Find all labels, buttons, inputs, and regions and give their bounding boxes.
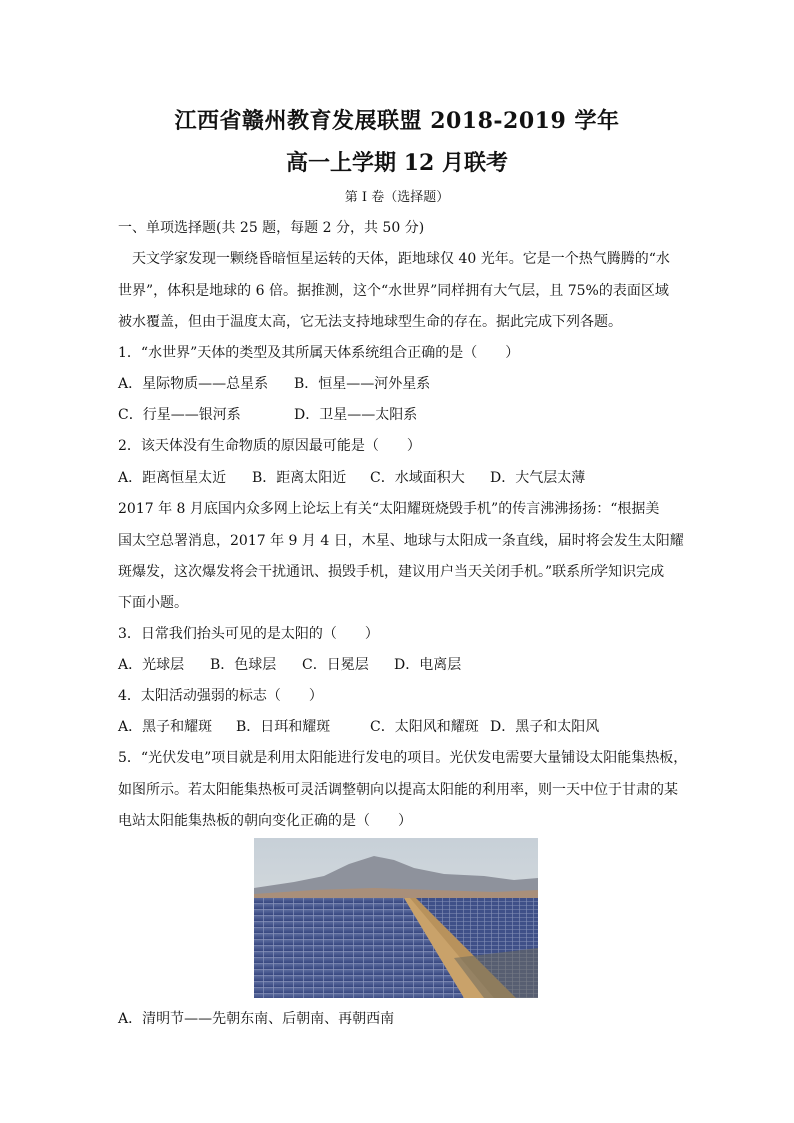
section-heading: 一、单项选择题(共 25 题，每题 2 分，共 50 分) [118, 220, 425, 236]
q2-option-d[interactable]: D．大气层太薄 [490, 470, 586, 486]
question-4-stem: 4．太阳活动强弱的标志（ ） [118, 688, 323, 704]
q1-option-b[interactable]: B．恒星——河外星系 [294, 376, 431, 392]
question-2-options-row [118, 468, 678, 488]
question-3-options-row [118, 655, 678, 675]
passage2-line: 斑爆发，这次爆发将会干扰通讯、损毁手机，建议用户当天关闭手机。”联系所学知识完成 [118, 564, 665, 580]
passage2-line: 2017 年 8 月底国内众多网上论坛上有关“太阳耀斑烧毁手机”的传言沸沸扬扬：“根据美 [118, 501, 660, 517]
question-1-options-row [118, 405, 678, 425]
question-5-stem-line: 如图所示。若太阳能集热板可灵活调整朝向以提高太阳能的利用率，则一天中位于甘肃的某 [118, 782, 678, 798]
q4-option-b[interactable]: B．日珥和耀斑 [236, 719, 331, 735]
passage2-line: 国太空总署消息，2017 年 9 月 4 日，木星、地球与太阳成一条直线，届时将会发生太阳耀 [118, 533, 684, 549]
exam-title: 江西省赣州教育发展联盟 2018-2019 学年 [174, 108, 620, 134]
q4-option-c[interactable]: C．太阳风和耀斑 [370, 719, 479, 735]
solar-farm-photo [254, 838, 538, 998]
q1-option-a[interactable]: A．星际物质——总星系 [118, 376, 269, 392]
q5-option-a[interactable]: A．清明节——先朝东南、后朝南、再朝西南 [118, 1011, 395, 1027]
question-2-stem: 2．该天体没有生命物质的原因最可能是（ ） [118, 438, 421, 454]
q1-option-c[interactable]: C．行星——银河系 [118, 407, 241, 423]
q2-option-a[interactable]: A．距离恒星太近 [118, 470, 227, 486]
exam-subtitle: 高一上学期 12 月联考 [286, 150, 508, 176]
q2-option-b[interactable]: B．距离太阳近 [252, 470, 347, 486]
q4-option-a[interactable]: A．黑子和耀斑 [118, 719, 213, 735]
question-5-stem-line: 电站太阳能集热板的朝向变化正确的是（ ） [118, 813, 412, 829]
q3-option-c[interactable]: C．日冕层 [302, 657, 369, 673]
question-4-options-row [118, 717, 678, 737]
passage1-line: 世界”，体积是地球的 6 倍。据推测，这个“水世界”同样拥有大气层，且 75%的表面区域 [118, 283, 669, 299]
q3-option-d[interactable]: D．电离层 [394, 657, 462, 673]
volume-label: 第 I 卷（选择题） [344, 190, 450, 205]
q2-option-c[interactable]: C．水域面积大 [370, 470, 465, 486]
q1-option-d[interactable]: D．卫星——太阳系 [294, 407, 418, 423]
question-5-stem-line: 5．“光伏发电”项目就是利用太阳能进行发电的项目。光伏发电需要大量铺设太阳能集热板， [118, 750, 688, 766]
question-1-stem: 1．“水世界”天体的类型及其所属天体系统组合正确的是（ ） [118, 345, 520, 361]
q3-option-a[interactable]: A．光球层 [118, 657, 185, 673]
q4-option-d[interactable]: D．黑子和太阳风 [490, 719, 600, 735]
passage2-line: 下面小题。 [118, 595, 188, 611]
passage1-line: 天文学家发现一颗绕昏暗恒星运转的天体，距地球仅 40 光年。它是一个热气腾腾的“水 [132, 251, 670, 267]
question-3-stem: 3．日常我们抬头可见的是太阳的（ ） [118, 626, 379, 642]
passage1-line: 被水覆盖，但由于温度太高，它无法支持地球型生命的存在。据此完成下列各题。 [118, 314, 622, 330]
q3-option-b[interactable]: B．色球层 [210, 657, 277, 673]
question-1-options-row [118, 374, 678, 394]
